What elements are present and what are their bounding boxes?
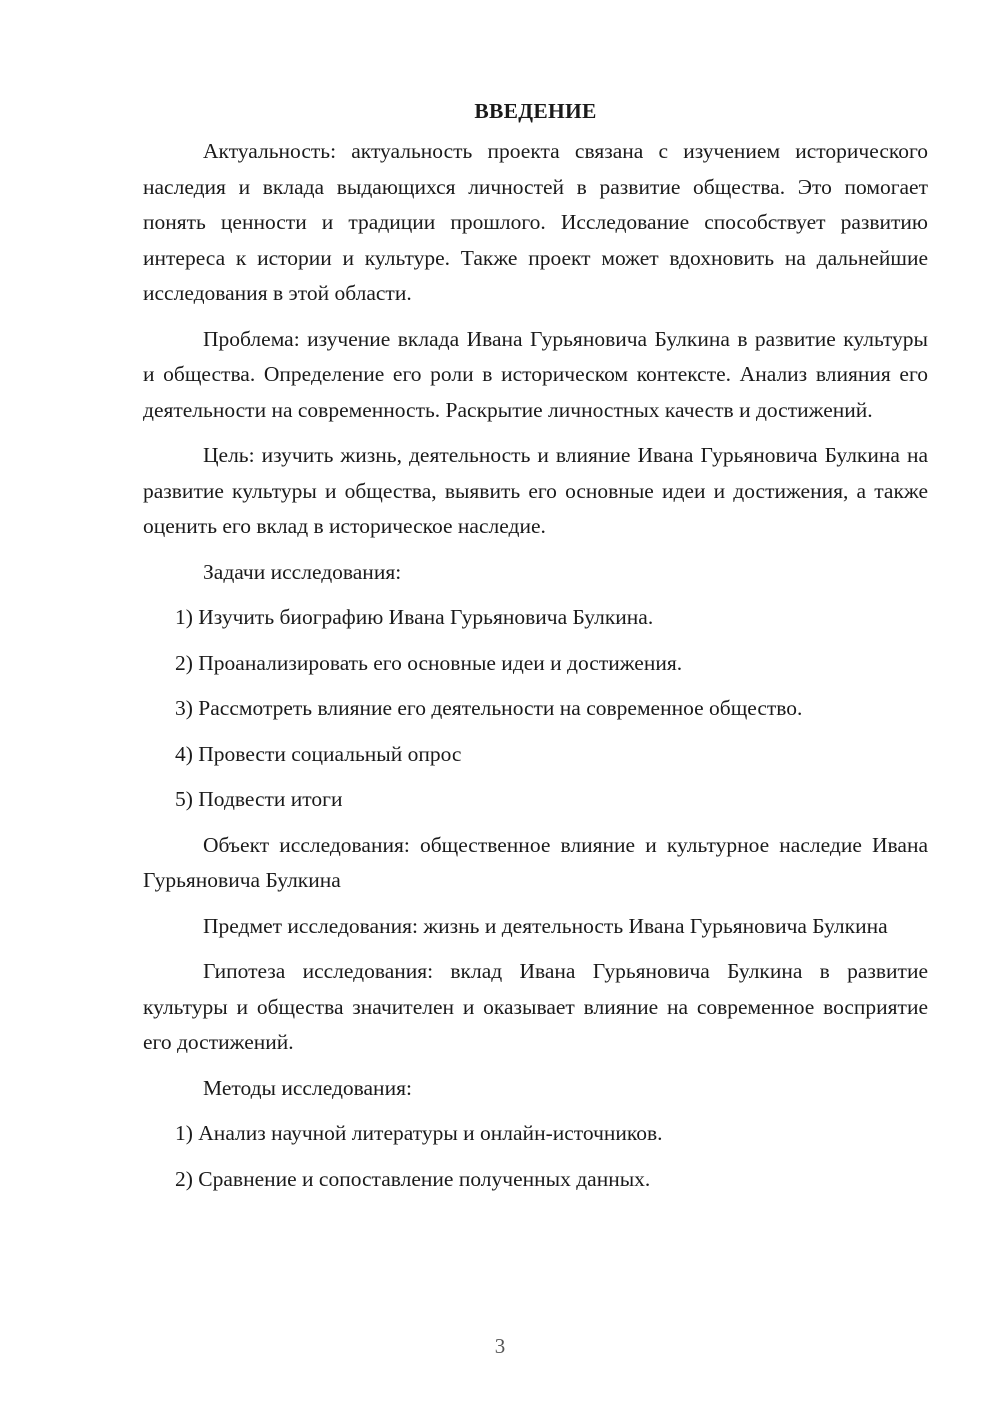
goal-paragraph: Цель: изучить жизнь, деятельность и влияние Ивана Гурьяновича Булкина на развитие культуры и общества, выявить его основные идеи и достижения, а также оценить его вклад в историческое наследие.: [143, 443, 928, 538]
page-number: 3: [494, 1334, 506, 1358]
page-title: ВВЕДЕНИЕ: [474, 99, 597, 123]
hypothesis-paragraph: Гипотеза исследования: вклад Ивана Гурьяновича Булкина в развитие культуры и общества значителен и оказывает влияние на современное восприятие его достижений.: [143, 959, 928, 1054]
subject-paragraph: Предмет исследования: жизнь и деятельность Ивана Гурьяновича Булкина: [203, 913, 888, 938]
methods-list: [143, 1116, 928, 1197]
tasks-label: Задачи исследования:: [203, 559, 402, 584]
methods-label: Методы исследования:: [203, 1075, 412, 1100]
list-item: 1) Изучить биографию Ивана Гурьяновича Булкина.: [175, 605, 654, 629]
list-item: 5) Подвести итоги: [175, 787, 343, 811]
list-item: 4) Провести социальный опрос: [175, 741, 462, 766]
object-paragraph: Объект исследования: общественное влияние и культурное наследие Ивана Гурьяновича Булкина: [143, 832, 928, 892]
tasks-list: [143, 600, 928, 818]
list-item: 2) Сравнение и сопоставление полученных данных.: [175, 1166, 651, 1191]
relevance-paragraph: Актуальность: актуальность проекта связана с изучением исторического наследия и вклада выдающихся личностей в развитие общества. Это помогает понять ценности и традиции прошлого. Исследование способствует развитию интереса к истории и культуре. Также проект может вдохновить на дальнейшие исследования в этой области.: [143, 139, 928, 305]
problem-paragraph: Проблема: изучение вклада Ивана Гурьяновича Булкина в развитие культуры и общества. Определение его роли в историческом контексте. Анализ влияния его деятельности на современность. Раскрытие личностных качеств и достижений.: [143, 326, 928, 422]
list-item: 1) Анализ научной литературы и онлайн-источников.: [175, 1121, 663, 1145]
list-item: 3) Рассмотреть влияние его деятельности на современное общество.: [175, 696, 803, 720]
list-item: 2) Проанализировать его основные идеи и достижения.: [175, 650, 683, 675]
